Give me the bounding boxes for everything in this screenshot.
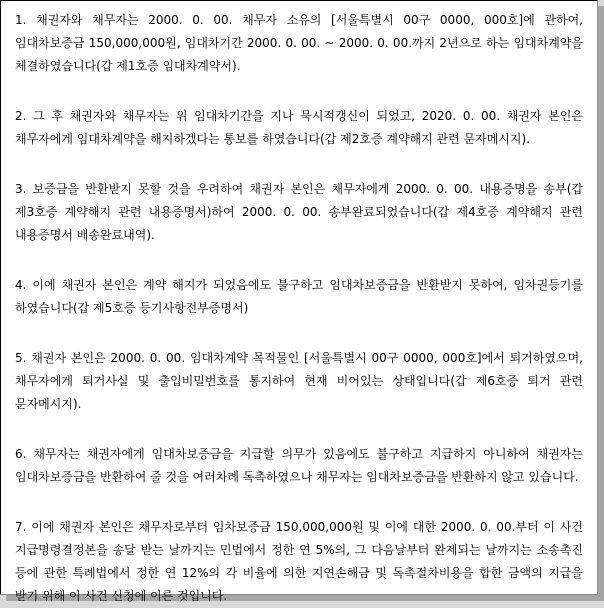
paragraph-7: 7. 이에 채권자 본인은 채무자로부터 임차보증금 150,000,000원 및 이에 대한 2000. 0. 00.부터 이 사건 지급명령결정본을 송달 받는 날까지는 민법에서 정한 연 5%의, 그 다음날부터 완제되는 날까지는 소송촉진 등에 관한 특례법에서 정한 연 12%의 각 비율에 의한 지연손해금 및 독촉절차비용을 합한 금액의 지급을 받기 위해 이 사건 신청에 이른 것입니다.: [15, 520, 583, 603]
page-shadow-right: [598, 6, 604, 601]
paragraph-4: 4. 이에 채권자 본인은 계약 해지가 되었음에도 불구하고 임대차보증금을 반환받지 못하여, 임차권등기를 하였습니다(갑 제5호증 등기사항전부증명서): [15, 278, 583, 315]
paragraph-3: 3. 보증금을 반환받지 못할 것을 우려하여 채권자 본인은 채무자에게 2000. 0. 00. 내용증명을 송부(갑 제3호증 계약해지 관련 내용증명서)하여 2000. 0. 00. 송부완료되었습니다(갑 제4호증 계약해지 관련 내용증명서 배송완료내역).: [15, 182, 583, 242]
paragraph-5: 5. 채권자 본인은 2000. 0. 00. 임대차계약 목적물인 [서울특별시 00구 0000, 000호]에서 퇴거하였으며, 채무자에게 퇴거사실 및 출입비밀번호를 통지하여 현재 비어있는 상태입니다(갑 제6호증 퇴거 관련 문자메시지).: [15, 351, 583, 411]
paragraph-2: 2. 그 후 채권자와 채무자는 위 임대차기간을 지나 묵시적갱신이 되었고, 2020. 0. 00. 채권자 본인은 채무자에게 임대차계약을 해지하겠다는 통보를 하였습니다(갑 제2호증 계약해지 관련 문자메시지).: [15, 109, 583, 146]
paragraph-1: 1. 채권자와 채무자는 2000. 0. 00. 채무자 소유의 [서울특별시 00구 0000, 000호]에 관하여, 임대차보증금 150,000,000원, 임대차기간 2000. 0. 00. ~ 2000. 0. 00.까지 2년으로 하는 임대차계약을 체결하였습니다(갑 제1호증 임대차계약서).: [15, 13, 583, 73]
paragraph-6: 6. 채무자는 채권자에게 임대차보증금을 지급할 의무가 있음에도 불구하고 지급하지 아니하여 채권자는 임대차보증금을 반환하여 줄 것을 여러차례 독촉하였으나 채무자는 임대차보증금을 반환하지 않고 있습니다.: [15, 447, 583, 484]
